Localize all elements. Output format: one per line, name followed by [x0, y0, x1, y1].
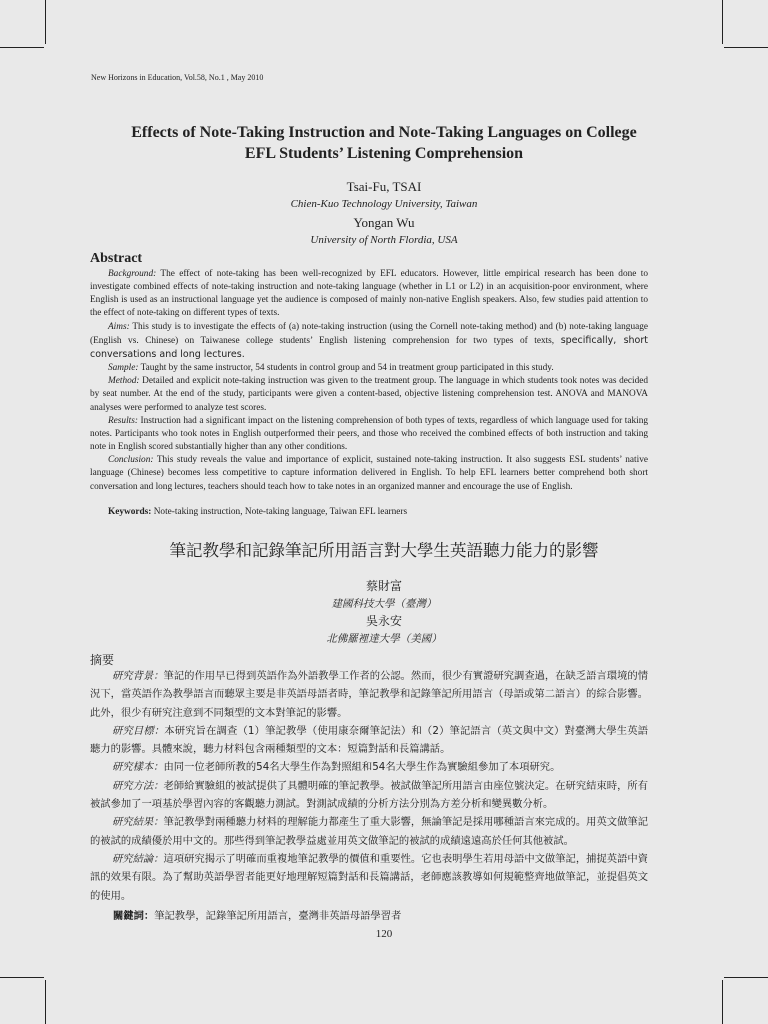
crop-mark	[0, 977, 44, 978]
chinese-abstract-paragraph: 研究結論：這項研究揭示了明確而重複地筆記教學的價值和重要性。它也表明學生若用母語中文做筆記，捕捉英語中資訊的效果有限。為了幫助英語學習者能更好地理解短篇對話和長篇講話，老師應該教導如何規範整齊地做筆記，並提倡英文的使用。	[90, 852, 649, 902]
author-affiliation: Chien-Kuo Technology University, Taiwan	[290, 198, 478, 210]
crop-mark	[724, 47, 768, 48]
crop-mark	[722, 0, 723, 44]
crop-mark	[0, 47, 44, 48]
abstract-body	[90, 268, 648, 494]
author-name: Yongan Wu	[353, 215, 415, 230]
chinese-title: 筆記教學和記錄筆記所用語言對大學生英語聽力能力的影響	[169, 541, 599, 560]
author-affiliation: University of North Flordia, USA	[310, 234, 458, 246]
chinese-abstract-paragraph: 研究樣本：由同一位老師所教的54名大學生作為對照組和54名大學生作為實驗組參加了本項研究。	[112, 761, 561, 774]
crop-mark	[724, 977, 768, 978]
title-line: Effects of Note-Taking Instruction and Note-Taking Languages on College	[131, 124, 637, 141]
journal-header: New Horizons in Education, Vol.58, No.1 , May 2010	[91, 73, 264, 82]
abstract-paragraph: Aims: This study is to investigate the effects of (a) note-taking instruction (using the Cornell note-taking method) and (b) note-taking language (English vs. Chinese) on Taiwanese college students’ English listening comprehension for two types of texts, specifically, short conversations and long lectures.	[90, 321, 648, 360]
chinese-abstract-paragraph: 研究目標：本研究旨在調查（1）筆記教學（使用康奈爾筆記法）和（2）筆記語言（英文與中文）對臺灣大學生英語聽力的影響。具體來說，聽力材料包含兩種類型的文本：短篇對話和長篇講話。	[90, 724, 648, 756]
author-name: Tsai-Fu, TSAI	[346, 179, 422, 194]
crop-mark	[722, 980, 723, 1024]
chinese-abstract-body	[90, 667, 648, 905]
page-number: 120	[375, 928, 393, 940]
chinese-abstract-paragraph: 研究結果：筆記教學對兩種聽力材料的理解能力都產生了重大影響，無論筆記是採用哪種語言來完成的。用英文做筆記的被試的成績優於用中文的。那些得到筆記教學益處並用英文做筆記的被試的成績遠遠高於任何其他被試。	[90, 816, 649, 847]
chinese-author-name: 蔡財富	[365, 579, 402, 593]
chinese-keywords: 關鍵詞：筆記教學，記錄筆記所用語言，臺灣非英語母語學習者	[113, 910, 402, 922]
abstract-paragraph: Sample: Taught by the same instructor, 54 students in control group and 54 in treatment group participated in this study.	[108, 363, 554, 374]
chinese-author-affiliation: 建國科技大學（臺灣）	[331, 598, 437, 610]
chinese-abstract-heading: 摘要	[90, 653, 115, 667]
abstract-paragraph: Conclusion: This study reveals the value and importance of explicit, sustained note-taking instruction. It also suggests ESL students’ native language (Chinese) becomes less competitive to capture information delivered in English. To help EFL learners better comprehend both short conversation and long lectures, teachers should teach how to take notes in an organized manner and encourage the use of English.	[90, 455, 648, 492]
abstract-paragraph: Method: Detailed and explicit note-taking instruction was given to the treatment group. The language in which students took notes was decided by seat number. At the end of the study, participants were given a content-based, objective listening comprehension test. ANOVA and MANOVA analyses were performed to analyze test scores.	[90, 376, 648, 413]
chinese-author-name: 吳永安	[365, 614, 402, 628]
keywords: Keywords: Note-taking instruction, Note-taking language, Taiwan EFL learners	[108, 507, 408, 517]
chinese-abstract-paragraph: 研究方法：老師給實驗組的被試提供了具體明確的筆記教學。被試做筆記所用語言由座位號決定。在研究結束時，所有被試參加了一項基於學習內容的客觀聽力測試。對測試成績的分析方法分別為方差分析和變異數分析。	[90, 779, 649, 811]
chinese-author-affiliation: 北佛羅裡達大學（美國）	[326, 633, 442, 645]
crop-mark	[45, 0, 46, 44]
paper-title	[60, 122, 708, 164]
chinese-abstract-paragraph: 研究背景：筆記的作用早已得到英語作為外語教學工作者的公認。然而，很少有實證研究調查過，在缺乏語言環境的情況下，當英語作為教學語言而聽眾主要是非英語母語者時，筆記教學和記錄筆記所用語言（母語或第二語言）的綜合影響。此外，很少有研究注意到不同類型的文本對筆記的影響。	[90, 670, 649, 719]
abstract-paragraph: Background: The effect of note-taking has been well-recognized by EFL educators. However, little empirical research has been done to investigate combined effects of note-taking instruction and note-taking language (whether in L1 or L2) in an acquisition-poor environment, where English is used as an instructional language yet the audience is composed of mainly non-native English speakers. Also, few studies paid attention to the effect of note-taking on different types of texts.	[90, 269, 648, 319]
abstract-heading: Abstract	[90, 251, 143, 266]
abstract-paragraph: Results: Instruction had a significant impact on the listening comprehension of both types of texts, regardless of which language used for taking notes. Participants who took notes in English outperformed their peers, and those who received the combined effects of both instruction and taking note in English scored substantially higher than any other conditions.	[90, 415, 648, 453]
crop-mark	[45, 980, 46, 1024]
title-line: EFL Students’ Listening Comprehension	[244, 145, 524, 162]
